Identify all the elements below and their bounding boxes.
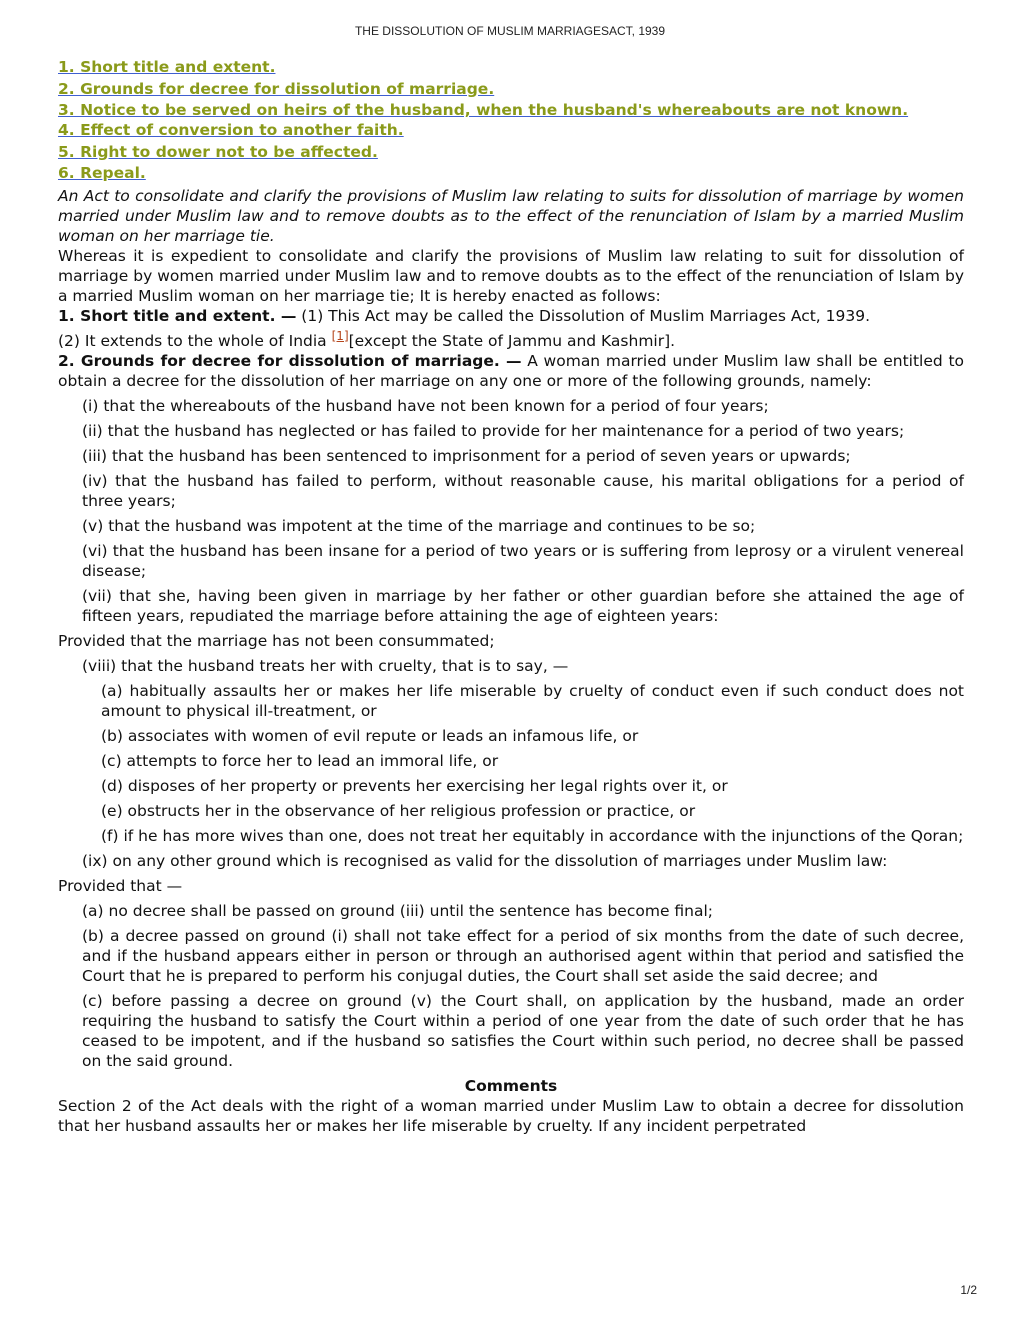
cruelty-a: (a) habitually assaults her or makes her life miserable by cruelty of conduct even if such conduct does not amount to physical ill-treatment, or (101, 681, 964, 720)
ground-iv: (iv) that the husband has failed to perform, without reasonable cause, his marital obligations for a period of three years; (82, 471, 964, 510)
ground-ii: (ii) that the husband has neglected or has failed to provide for her maintenance for a period of two years; (82, 421, 905, 440)
section-2-heading: 2. Grounds for decree for dissolution of marriage. — (58, 351, 522, 370)
proviso-heading: Provided that — (58, 876, 183, 895)
ground-ix: (ix) on any other ground which is recognised as valid for the dissolution of marriages under Muslim law: (82, 851, 888, 870)
section-1-heading: 1. Short title and extent. — (58, 306, 297, 325)
section-2 (58, 351, 964, 391)
toc-link-section-4[interactable]: 4. Effect of conversion to another faith. (58, 121, 404, 139)
table-of-contents (58, 57, 964, 185)
section-1-sub2-text: (2) It extends to the whole of India (58, 331, 332, 350)
section-1 (58, 306, 964, 326)
section-1-sub2 (58, 326, 964, 351)
ground-vii: (vii) that she, having been given in marriage by her father or other guardian before she attained the age of fifteen years, repudiated the marriage before attaining the age of eighteen years: (82, 586, 964, 625)
section-1-sub2-bracket: [except the State of Jammu and Kashmir]. (348, 331, 676, 350)
cruelty-b: (b) associates with women of evil repute or leads an infamous life, or (101, 726, 639, 745)
preamble: An Act to consolidate and clarify the provisions of Muslim law relating to suits for dissolution of marriage by women married under Muslim law and to remove doubts as to the effect of the renunciation of Islam by a married Muslim woman on her marriage tie. (58, 186, 964, 245)
toc-link-section-6[interactable]: 6. Repeal. (58, 164, 146, 182)
proviso-consummated: Provided that the marriage has not been consummated; (58, 631, 495, 650)
toc-link-section-5[interactable]: 5. Right to dower not to be affected. (58, 142, 378, 161)
ground-iii: (iii) that the husband has been sentenced to imprisonment for a period of seven years or upwards; (82, 446, 851, 465)
document-body (58, 57, 964, 1136)
cruelty-f: (f) if he has more wives than one, does not treat her equitably in accordance with the injunctions of the Qoran; (101, 826, 964, 845)
page-header-title: THE DISSOLUTION OF MUSLIM MARRIAGESACT, 1939 (354, 24, 666, 38)
cruelty-e: (e) obstructs her in the observance of her religious profession or practice, or (101, 801, 696, 820)
section-2-text: A woman married under Muslim law shall be entitled to obtain a decree for the dissolution of her marriage on any one or more of the following grounds, namely: (58, 351, 965, 390)
ground-vi: (vi) that the husband has been insane for a period of two years or is suffering from leprosy or a virulent venereal disease; (82, 541, 964, 580)
whereas-clause: Whereas it is expedient to consolidate and clarify the provisions of Muslim law relating to suit for dissolution of marriage by women married under Muslim law and to remove doubts as to the effect of the renunciation of Islam by a married Muslim woman on her marriage tie; It is hereby enacted as follows: (58, 246, 964, 305)
ground-i: (i) that the whereabouts of the husband have not been known for a period of four years; (82, 396, 769, 415)
cruelty-d: (d) disposes of her property or prevents her exercising her legal rights over it, or (101, 776, 728, 795)
proviso-c: (c) before passing a decree on ground (v) the Court shall, on application by the husband, made an order requiring the husband to satisfy the Court within a period of one year from the date of such order that he has ceased to be impotent, and if the husband so satisfies the Court within such period, no decree shall be passed on the said ground. (82, 991, 964, 1070)
section-1-text: (1) This Act may be called the Dissolution of Muslim Marriages Act, 1939. (296, 306, 871, 325)
proviso-b: (b) a decree passed on ground (i) shall not take effect for a period of six months from the date of such decree, and if the husband appears either in person or through an authorised agent within that period and satisfied the Court that he is prepared to perform his conjugal duties, the Court shall set aside the said decree; and (82, 926, 964, 985)
toc-link-section-2[interactable]: 2. Grounds for decree for dissolution of marriage. (58, 79, 495, 98)
cruelty-c: (c) attempts to force her to lead an immoral life, or (101, 751, 499, 770)
toc-link-section-1[interactable]: 1. Short title and extent. (58, 58, 276, 76)
ground-viii: (viii) that the husband treats her with cruelty, that is to say, — (82, 656, 569, 675)
ground-v: (v) that the husband was impotent at the time of the marriage and continues to be so; (82, 516, 756, 535)
footnote-link[interactable]: [1] (331, 328, 349, 343)
comments-heading: Comments (464, 1076, 558, 1095)
page-number: 1/2 (960, 1283, 977, 1297)
comments-text: Section 2 of the Act deals with the right of a woman married under Muslim Law to obtain a decree for dissolution that her husband assaults her or makes her life miserable by cruelty. If any incident perpetrated (58, 1096, 964, 1135)
toc-link-section-3[interactable]: 3. Notice to be served on heirs of the husband, when the husband's whereabouts are not known. (58, 101, 909, 119)
proviso-a: (a) no decree shall be passed on ground (iii) until the sentence has become final; (82, 901, 714, 920)
